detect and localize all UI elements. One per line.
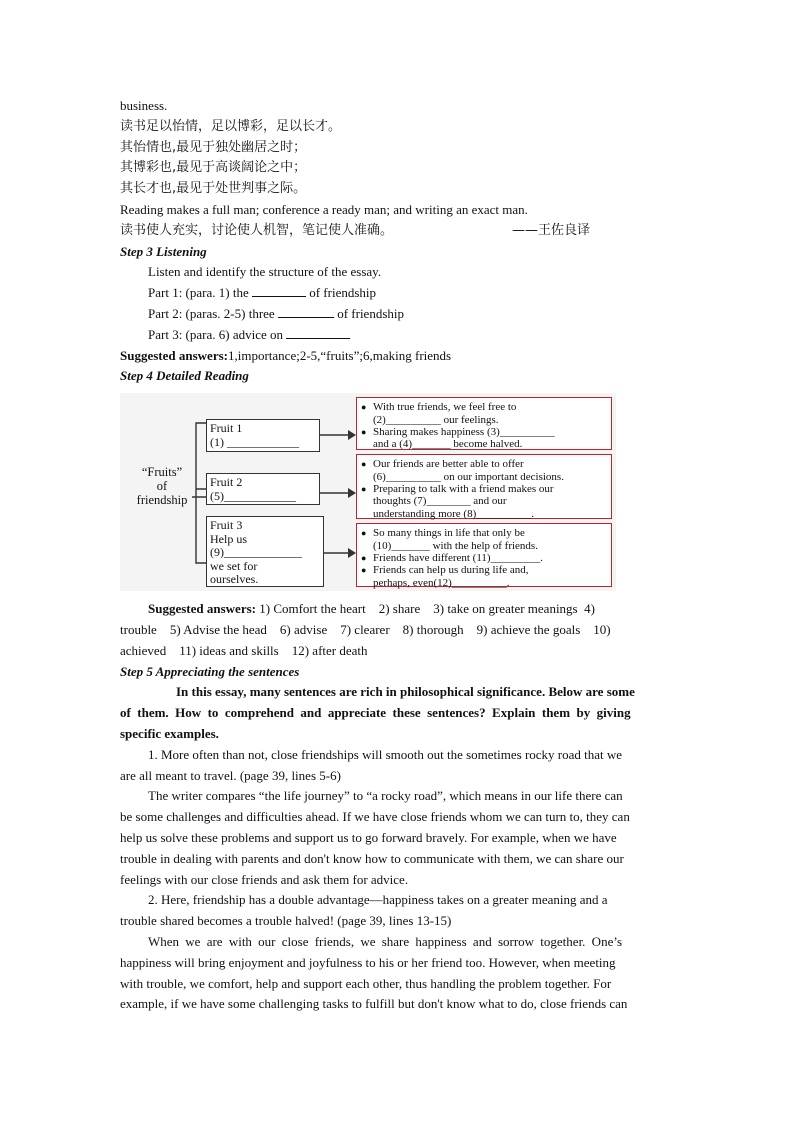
diagram-center-title	[124, 465, 200, 507]
answers-label: Suggested answers:	[148, 601, 256, 617]
center-line: of	[156, 479, 168, 494]
part2-blank	[278, 304, 334, 318]
detail-bullet: ● Friends can help us during life and, perhaps, even(12)__________.	[361, 564, 607, 589]
detail-bullet: ● Our friends are better able to offer (6)__________ on our important decisions.	[361, 458, 607, 483]
step5-heading: Step 5 Appreciating the sentences	[120, 663, 300, 679]
step3-heading: Step 3 Listening	[120, 243, 207, 259]
part2-suffix: of friendship	[337, 305, 404, 321]
step5-intro-line: specific examples.	[120, 725, 219, 741]
chinese-translation-line	[120, 221, 676, 242]
chinese-quote-line: 其长才也,最见于处世判事之际。	[120, 181, 307, 197]
chinese-quote-line: 其怡情也,最见于独处幽居之时；	[120, 139, 307, 155]
answers-label: Suggested answers:	[120, 347, 228, 363]
answers-text: 1,importance;2-5,“fruits”;6,making friends	[227, 347, 452, 363]
step4-answers-line	[120, 599, 676, 620]
fruit-text: we set for	[210, 558, 258, 573]
fruit2-box	[206, 473, 320, 505]
fruit-blank: (9)_____________	[210, 545, 302, 560]
part2-label: Part 2: (paras. 2-5) three	[148, 305, 275, 321]
chinese-translation-text: 读书使人充实，讨论使人机智，笔记使人准确。	[120, 222, 394, 238]
fruit2-details-box	[356, 454, 612, 519]
explanation-1: trouble in dealing with parents and don't know how to communicate with them, we can share our	[120, 850, 624, 866]
part1-blank	[252, 283, 306, 297]
step4-answers-line: trouble 5) Advise the head 6) advise 7) clearer 8) thorough 9) achieve the goals 10)	[120, 621, 611, 637]
sentence-1: are all meant to travel. (page 39, lines 5-6)	[120, 767, 341, 783]
center-line: friendship	[136, 493, 188, 508]
detail-bullet: ● Friends have different (11)_________.	[361, 552, 607, 564]
detail-bullet: ● With true friends, we feel free to (2)__________ our feelings.	[361, 401, 607, 426]
step5-intro-line: In this essay, many sentences are rich in philosophical significance. Below are some	[176, 684, 635, 700]
explanation-2: with trouble, we comfort, help and support each other, thus handling the problem together. For	[120, 975, 612, 991]
step3-part1	[120, 283, 676, 304]
explanation-2: example, if we have some challenging tasks to fulfill but don't know what to do, close friends can	[120, 996, 628, 1012]
step3-part2	[120, 304, 676, 325]
part3-blank	[286, 325, 350, 339]
chinese-quote-line: 读书足以怡情，足以博彩，足以长才。	[120, 118, 342, 134]
answers-text: 1) Comfort the heart 2) share 3) take on greater meanings 4)	[259, 601, 595, 617]
intro-text: business.	[120, 98, 168, 113]
sentence-2: 2. Here, friendship has a double advantage—happiness takes on a greater meaning and a	[148, 892, 608, 908]
fruit-blank: (5)____________	[210, 488, 296, 503]
part1-label: Part 1: (para. 1) the	[148, 285, 249, 301]
detail-bullet: ● Preparing to talk with a friend makes our thoughts (7)________ and our understanding more (8)__________.	[361, 483, 607, 520]
step3-instruction: Listen and identify the structure of the essay.	[148, 264, 382, 280]
chinese-quote-line: 其博彩也,最见于高谈阔论之中；	[120, 160, 307, 176]
step3-answers	[120, 346, 676, 367]
fruit-text: Help us	[210, 531, 247, 546]
explanation-2: When we are with our close friends, we share happiness and sorrow together. One’s	[148, 933, 623, 949]
fruit1-box	[206, 419, 320, 452]
fruit1-details-box	[356, 397, 612, 450]
english-quote-line: Reading makes a full man; conference a ready man; and writing an exact man.	[120, 201, 528, 217]
sentence-2: trouble shared becomes a trouble halved! (page 39, lines 13-15)	[120, 913, 452, 929]
fruit3-box	[206, 516, 324, 587]
step3-part3	[120, 325, 676, 346]
fruit-title: Fruit 3	[210, 518, 243, 533]
explanation-1: help us solve these problems and support us to go forward bravely. For example, when we have	[120, 829, 617, 845]
detail-bullet: ● Sharing makes happiness (3)__________ and a (4)_______ become halved.	[361, 426, 607, 451]
fruit-blank: (1) ____________	[210, 434, 299, 449]
step5-intro-line: of them. How to comprehend and appreciate these sentences? Explain them by giving	[120, 705, 631, 721]
fruits-diagram	[120, 393, 616, 591]
part3-label: Part 3: (para. 6) advice on	[148, 326, 284, 342]
explanation-1: feelings with our close friends and ask them for advice.	[120, 871, 409, 887]
part1-suffix: of friendship	[309, 285, 377, 301]
explanation-1: be some challenges and difficulties ahead. If we have close friends whom we can turn to, they can	[120, 809, 630, 825]
fruit-title: Fruit 2	[210, 475, 243, 490]
step4-heading: Step 4 Detailed Reading	[120, 368, 249, 384]
explanation-2: happiness will bring enjoyment and joyfulness to his or her friend too. However, when meeting	[120, 954, 616, 970]
center-line: “Fruits”	[141, 465, 183, 480]
document-page	[120, 96, 676, 1015]
fruit-text: ourselves.	[210, 572, 259, 587]
detail-bullet: ● So many things in life that only be (10)_______ with the help of friends.	[361, 527, 607, 552]
fruit3-details-box	[356, 523, 612, 587]
explanation-1: The writer compares “the life journey” to “a rocky road”, which means in our life there can	[148, 788, 623, 804]
sentence-1: 1. More often than not, close friendships will smooth out the sometimes rocky road that we	[148, 746, 623, 762]
translator-signature: ——王佐良译	[512, 222, 591, 238]
fruit-title: Fruit 1	[210, 421, 243, 436]
step4-answers-line: achieved 11) ideas and skills 12) after death	[120, 642, 368, 658]
